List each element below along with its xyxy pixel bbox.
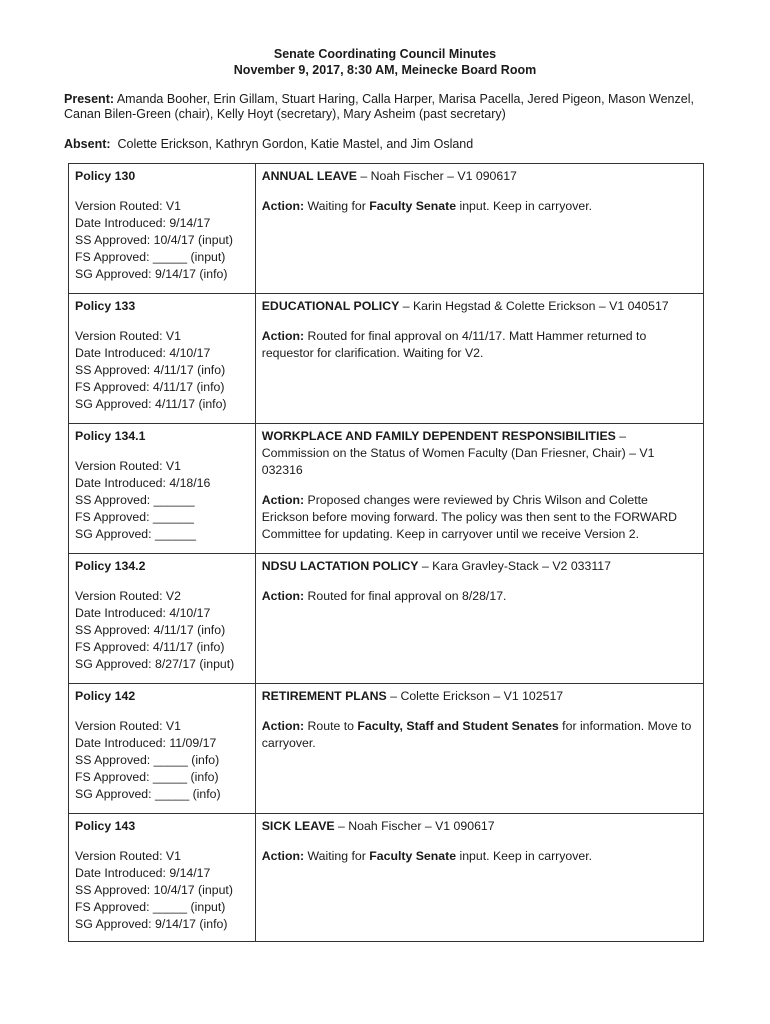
policy-description-cell xyxy=(255,814,703,942)
policy-status-line: Version Routed: V1 xyxy=(75,849,181,863)
policy-status-line: Version Routed: V1 xyxy=(75,719,181,733)
document-title: Senate Coordinating Council Minutes xyxy=(273,47,497,61)
policy-status-line: SS Approved: _____ (info) xyxy=(75,753,220,767)
policy-status-line: SG Approved: 9/14/17 (info) xyxy=(75,267,228,281)
action-label: Action: xyxy=(261,199,305,213)
policy-status-line: Version Routed: V1 xyxy=(75,199,181,213)
policy-title: WORKPLACE AND FAMILY DEPENDENT RESPONSIBILITIES xyxy=(261,429,616,443)
policy-heading xyxy=(262,558,697,575)
table-row xyxy=(69,294,704,424)
policy-status-line: SS Approved: 4/11/17 (info) xyxy=(75,363,226,377)
policy-description-cell xyxy=(255,164,703,294)
action-text: Routed for final approval on 8/28/17. xyxy=(304,589,507,603)
absent-label: Absent: xyxy=(64,137,111,151)
policy-author-version: – Kara Gravley-Stack – V2 033117 xyxy=(418,559,611,573)
action-text: Faculty, Staff and Student Senates xyxy=(357,719,559,733)
table-row xyxy=(69,424,704,554)
action-text: input. Keep in carryover. xyxy=(456,849,593,863)
present-label: Present: xyxy=(64,92,115,106)
policy-status-line: SG Approved: ______ xyxy=(75,527,197,541)
policy-status-line: SG Approved: 8/27/17 (input) xyxy=(75,657,235,671)
action-text: Waiting for xyxy=(304,849,370,863)
policy-status-line: SS Approved: ______ xyxy=(75,493,195,507)
policy-status-line: SS Approved: 10/4/17 (input) xyxy=(75,883,233,897)
policy-status-line: SG Approved: 4/11/17 (info) xyxy=(75,397,227,411)
action-label: Action: xyxy=(261,719,305,733)
policy-status-cell xyxy=(69,424,256,554)
action-text: Waiting for xyxy=(304,199,370,213)
policy-action xyxy=(262,198,697,215)
policy-author-version: – Noah Fischer – V1 090617 xyxy=(356,169,517,183)
policy-number: Policy 143 xyxy=(75,819,136,833)
policy-status-line: Date Introduced: 11/09/17 xyxy=(75,736,217,750)
action-label: Action: xyxy=(261,329,305,343)
policy-status-line: SS Approved: 10/4/17 (input) xyxy=(75,233,233,247)
present-names: Amanda Booher, Erin Gillam, Stuart Haring, Calla Harper, Marisa Pacella, Jered Pigeon, Mason Wenzel, Canan Bilen-Green (chair), Kelly Hoyt (secretary), Mary Asheim (past secretary) xyxy=(64,92,694,121)
policy-status-cell xyxy=(69,294,256,424)
table-row xyxy=(69,164,704,294)
table-row xyxy=(69,814,704,942)
policy-action xyxy=(262,848,697,865)
policy-action xyxy=(262,328,697,362)
policy-status-line: Version Routed: V1 xyxy=(75,459,181,473)
policy-status-line: FS Approved: _____ (input) xyxy=(75,250,226,264)
policy-action xyxy=(262,588,697,605)
policy-title: ANNUAL LEAVE xyxy=(261,169,357,183)
policy-action xyxy=(262,492,697,543)
table-row xyxy=(69,554,704,684)
policy-title: SICK LEAVE xyxy=(261,819,335,833)
policy-status-line: Date Introduced: 9/14/17 xyxy=(75,216,211,230)
meeting-date-location: November 9, 2017, 8:30 AM, Meinecke Board Room xyxy=(233,63,537,77)
action-text: Faculty Senate xyxy=(369,849,457,863)
policy-description-cell xyxy=(255,294,703,424)
policy-author-version: – Colette Erickson – V1 102517 xyxy=(386,689,564,703)
policy-status-line: SS Approved: 4/11/17 (info) xyxy=(75,623,226,637)
policy-status-line: Version Routed: V1 xyxy=(75,329,181,343)
action-text: Route to xyxy=(304,719,358,733)
policy-description-cell xyxy=(255,684,703,814)
action-label: Action: xyxy=(261,493,305,507)
policy-status-line: FS Approved: 4/11/17 (info) xyxy=(75,380,225,394)
policy-status-cell xyxy=(69,554,256,684)
policy-heading xyxy=(262,298,697,315)
policy-status-line: Date Introduced: 4/18/16 xyxy=(75,476,211,490)
absent-names: Colette Erickson, Kathryn Gordon, Katie Mastel, and Jim Osland xyxy=(117,137,474,151)
policy-status-line: Date Introduced: 4/10/17 xyxy=(75,606,211,620)
policy-status-line: SG Approved: _____ (info) xyxy=(75,787,221,801)
policy-status-line: Date Introduced: 9/14/17 xyxy=(75,866,211,880)
action-label: Action: xyxy=(261,589,305,603)
action-text: for information. Move to carryover. xyxy=(261,719,692,750)
policy-author-version: – Noah Fischer – V1 090617 xyxy=(334,819,495,833)
policy-number: Policy 142 xyxy=(75,689,136,703)
policy-heading xyxy=(262,688,697,705)
policy-heading xyxy=(262,818,697,835)
policy-title: NDSU LACTATION POLICY xyxy=(261,559,419,573)
policy-status-line: FS Approved: ______ xyxy=(75,510,194,524)
action-text: input. Keep in carryover. xyxy=(456,199,593,213)
policy-title: EDUCATIONAL POLICY xyxy=(261,299,400,313)
policy-table xyxy=(68,163,704,942)
policy-status-line: FS Approved: _____ (info) xyxy=(75,770,219,784)
action-text: Proposed changes were reviewed by Chris Wilson and Colette Erickson before moving forward. The policy was then sent to the FORWARD Committee for updating. Keep in carryover until we receive Version 2. xyxy=(261,493,678,541)
policy-number: Policy 134.1 xyxy=(75,429,146,443)
present-list xyxy=(64,92,714,122)
policy-action xyxy=(262,718,697,752)
policy-status-cell xyxy=(69,684,256,814)
table-row xyxy=(69,684,704,814)
policy-number: Policy 134.2 xyxy=(75,559,146,573)
action-text: Faculty Senate xyxy=(369,199,457,213)
action-text: Routed for final approval on 4/11/17. Matt Hammer returned to requestor for clarification. Waiting for V2. xyxy=(261,329,647,360)
policy-author-version: – Karin Hegstad & Colette Erickson – V1 040517 xyxy=(399,299,669,313)
absent-list xyxy=(64,137,714,152)
policy-author-version: – Commission on the Status of Women Faculty (Dan Friesner, Chair) – V1 032316 xyxy=(261,429,655,477)
policy-title: RETIREMENT PLANS xyxy=(261,689,387,703)
policy-description-cell xyxy=(255,424,703,554)
action-label: Action: xyxy=(261,849,305,863)
policy-status-line: FS Approved: _____ (input) xyxy=(75,900,226,914)
policy-number: Policy 130 xyxy=(75,169,136,183)
policy-heading xyxy=(262,168,697,185)
policy-status-line: Version Routed: V2 xyxy=(75,589,181,603)
policy-status-cell xyxy=(69,164,256,294)
policy-status-line: FS Approved: 4/11/17 (info) xyxy=(75,640,225,654)
policy-status-line: SG Approved: 9/14/17 (info) xyxy=(75,917,228,931)
policy-heading xyxy=(262,428,697,479)
policy-number: Policy 133 xyxy=(75,299,136,313)
policy-status-line: Date Introduced: 4/10/17 xyxy=(75,346,211,360)
policy-description-cell xyxy=(255,554,703,684)
policy-status-cell xyxy=(69,814,256,942)
